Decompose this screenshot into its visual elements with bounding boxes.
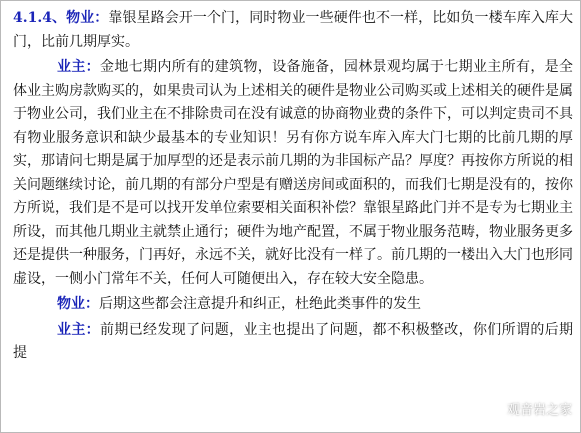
- paragraph-text: 靠银星路会开一个门，同时物业一些硬件也不一样，比如负一楼车库入库大门，比前几期厚实。: [13, 10, 573, 50]
- paragraph-property-1: [13, 7, 573, 54]
- wechat-logo-icon: [481, 400, 503, 418]
- paragraph-text: 前期已经发现了问题，业主也提出了问题，都不积极整改，你们所谓的后期提: [13, 321, 574, 361]
- paragraph-owner-2: [13, 319, 573, 366]
- watermark-text: 观音岩之家: [506, 403, 572, 418]
- section-number: 4.1.4、: [13, 10, 67, 26]
- paragraph-owner-1: [13, 56, 573, 291]
- paragraph-property-2: [13, 293, 573, 317]
- paragraph-text: 后期这些都会注意提升和纠正，杜绝此类事件的发生: [99, 296, 421, 312]
- watermark: [481, 399, 572, 418]
- paragraph-text: 金地七期内所有的建筑物，设备施备，园林景观均属于七期业主所有，是全体业主购房款购买的，如果贵司认为上述相关的硬件是物业公司购买或上述相关的硬件是属于物业公司，我们业主在不排除贵司在没有诚意的协商物业费的条件下，可以判定贵司不具有物业服务意识和缺少最基本的专业知识！另有你方说车库入库大门七期的比前几期的厚实，那请问七期是属于加厚型的还是表示前几期的为非国标产品？厚度？再按你方所说的相关问题继续讨论，前几期的有部分户型是有赠送房间或面积的，而我们七期是没有的，按你方所说，我们是不是可以找开发单位索要相关面积补偿？靠银星路此门并不是专为七期业主所设，而其他几期业主就禁止通行；硬件为地产配置，不属于物业服务范畴，物业服务更多还是提供一种服务，门再好，永远不关，就好比没有一样了。前几期的一楼出入大门也形同虚设，一侧小门常年不关，任何人可随便出入，存在较大安全隐患。: [13, 59, 574, 287]
- speaker-label: 物业：: [57, 296, 99, 312]
- speaker-label: 业主：: [57, 321, 101, 338]
- speaker-label: 物业：: [66, 10, 109, 26]
- speaker-label: 业主：: [57, 59, 101, 75]
- document-content: [13, 7, 573, 366]
